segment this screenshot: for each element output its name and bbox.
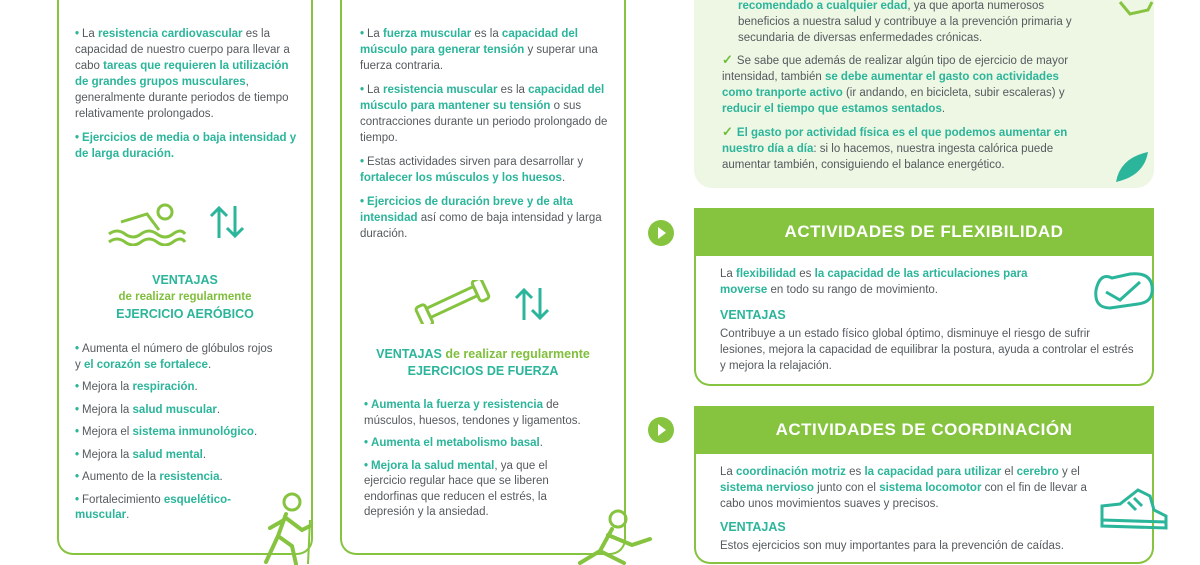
- coordination-definition: La coordinación motriz es la capacidad para utilizar el cerebro y el sistema nervioso junto con el sistema locomotor con el fin de llevar a cabo unos movimientos suaves y precisos.: [720, 466, 1087, 510]
- shoe-partial-icon: [1116, 0, 1156, 18]
- flexibility-banner: ACTIVIDADES DE FLEXIBILIDAD: [694, 208, 1154, 256]
- coordination-play-icon: [648, 417, 674, 443]
- strength-text: [360, 26, 610, 250]
- list-item: • Mejora la respiración.: [75, 381, 198, 393]
- list-item: • Mejora la salud mental, ya que el ejercicio regular hace que se liberen endorfinas que reducen el estrés, la depresión y la ansiedad.: [364, 459, 549, 518]
- dumbbell-icon: [412, 280, 492, 324]
- check-icon: ✓: [722, 52, 733, 67]
- list-item: • Aumenta el metabolismo basal.: [364, 437, 543, 449]
- aerobic-card: [57, 0, 313, 555]
- muscular-endurance-definition: • La resistencia muscular es la capacidad del músculo para mantener su tensión o sus contracciones durante un periodo prolongado de tiempo.: [360, 84, 608, 144]
- activity-check-2: ✓ El gasto por actividad física es el que podemos aumentar en nuestro día a día: si lo hacemos, nuestra ingesta calórica puede aumentar también, consiguiendo el balance energético.: [722, 124, 1068, 171]
- flexibility-play-icon: [648, 220, 674, 246]
- list-item: • Aumento de la resistencia.: [75, 471, 223, 483]
- list-item: • Mejora el sistema inmunológico.: [75, 426, 258, 438]
- flexibility-definition: La flexibilidad es la capacidad de las articulaciones para moverse en todo su rango de movimiento.: [720, 268, 1028, 296]
- strength-purpose: • Estas actividades sirven para desarrollar y fortalecer los músculos y los huesos.: [360, 156, 584, 184]
- aerobic-bullets: [75, 342, 275, 531]
- aerobic-ventajas: VENTAJAS de realizar regularmente EJERCICIO AERÓBICO: [116, 273, 254, 321]
- hiker-icon: [252, 490, 322, 565]
- flexibility-ventajas-text: Contribuye a un estado físico global óptimo, disminuye el riesgo de sufrir lesiones, mejora la capacidad de equilibrar la postura, ayuda a controlar el estrés y mejora la relajación.: [720, 328, 1134, 372]
- check-icon: ✓: [722, 124, 733, 139]
- strength-card: [340, 0, 626, 555]
- up-down-arrows-icon: [512, 286, 552, 322]
- physical-activity-box: [694, 0, 1154, 188]
- list-item: • Mejora la salud mental.: [75, 448, 207, 461]
- swimmer-icon: [107, 200, 187, 246]
- activity-check-1: ✓ Se sabe que además de realizar algún tipo de ejercicio de mayor intensidad, también se debe aumentar el gasto con actividades como tranporte activo (ir andando, en bicicleta, subir escaleras) y reducir el tiempo que estamos sentados.: [722, 52, 1069, 115]
- coordination-card: [694, 454, 1154, 564]
- list-item: • Aumenta el número de glóbulos rojos y el corazón se fortalece.: [75, 343, 273, 371]
- list-item: • Aumenta la fuerza y resistencia de músculos, huesos, tendones y ligamentos.: [364, 399, 581, 427]
- strength-definition: • La fuerza muscular es la capacidad del músculo para generar tensión y superar una fuerza contraria.: [360, 28, 598, 72]
- aerobic-definition: • La resistencia cardiovascular es la capacidad de nuestro cuerpo para llevar a cabo tareas que requieren la utilización de grandes grupos musculares, generalmente durante periodos de tiempo relativamente prolongados.: [75, 28, 290, 120]
- flexibility-ventajas-title: VENTAJAS: [720, 308, 786, 322]
- coordination-banner: ACTIVIDADES DE COORDINACIÓN: [694, 406, 1154, 454]
- list-item: • Mejora la salud muscular.: [75, 403, 221, 416]
- coordination-ventajas-title: VENTAJAS: [720, 520, 786, 534]
- aerobic-intensity: • Ejercicios de media o baja intensidad y de larga duración.: [75, 132, 297, 160]
- stretching-person-icon: [1090, 264, 1158, 316]
- leaf-icon: [1112, 150, 1152, 186]
- situp-person-icon: [578, 505, 658, 565]
- activity-intro: recomendado a cualquier edad, ya que aporta numerosos beneficios a nuestra salud y contribuye a la prevención primaria y secundaria de diversas enfermedades crónicas.: [738, 0, 1072, 44]
- strength-intensity: • Ejercicios de duración breve y de alta intensidad así como de baja intensidad y larga duración.: [360, 196, 602, 240]
- flexibility-card: [694, 256, 1154, 386]
- sneaker-icon: [1098, 486, 1170, 536]
- up-down-arrows-icon: [207, 204, 247, 240]
- coordination-ventajas-text: Estos ejercicios son muy importantes para la prevención de caídas.: [720, 540, 1064, 552]
- list-item: • Fortalecimiento esquelético-muscular.: [75, 493, 231, 521]
- aerobic-text: [75, 26, 297, 170]
- strength-bullets: [364, 398, 584, 528]
- strength-ventajas: VENTAJAS de realizar regularmente EJERCICIOS DE FUERZA: [376, 347, 590, 378]
